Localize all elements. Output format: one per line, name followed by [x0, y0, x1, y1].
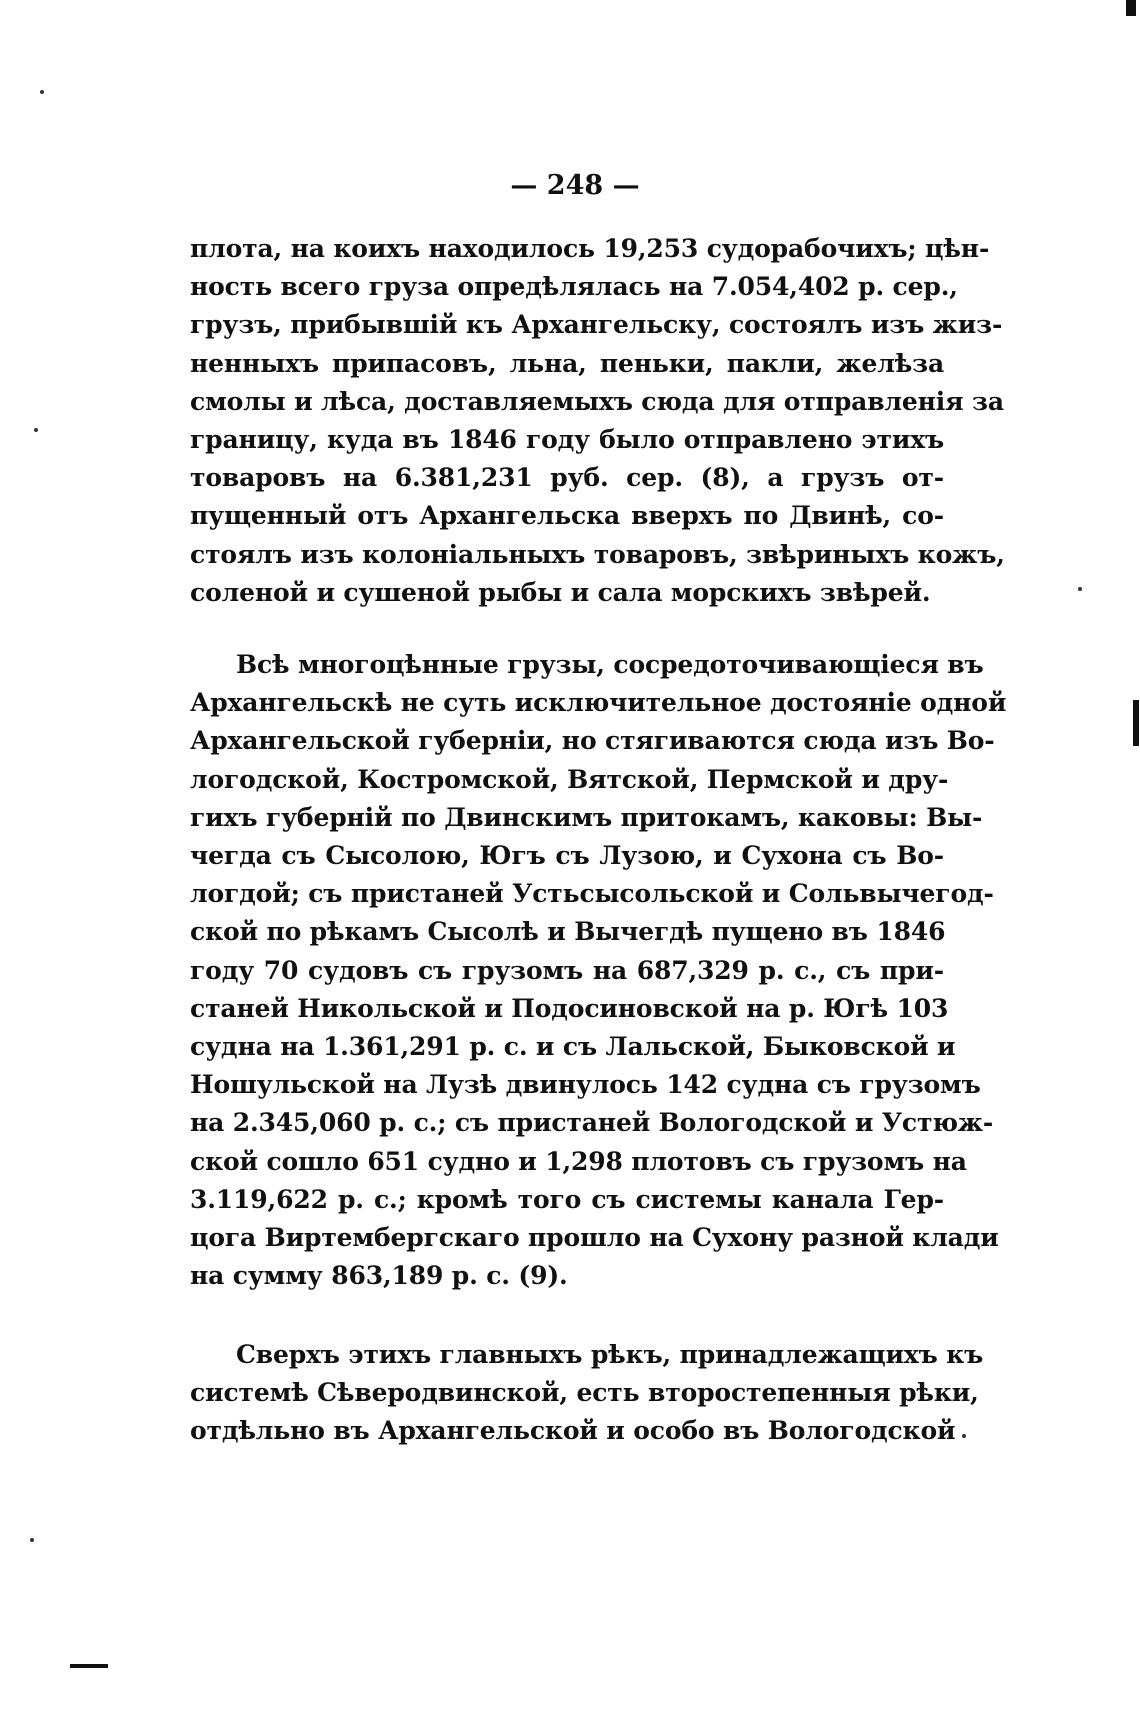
text-line: на 2.345,060 р. с.; съ пристаней Вологодской и Устюж-: [190, 1108, 994, 1138]
text-line: смолы и лѣса, доставляемыхъ сюда для отправленія за: [190, 386, 1004, 416]
text-line: чегда съ Сысолою, Югъ съ Лузою, и Сухона съ Во-: [190, 841, 944, 871]
paragraph-secondary-rivers: [190, 1336, 984, 1451]
text-line: станей Никольской и Подосиновской на р. Югѣ 103: [190, 993, 949, 1023]
text-line: на сумму 863,189 р. с. (9).: [190, 1261, 568, 1291]
text-line: 3.119,622 р. с.; кромѣ того съ системы канала Гер-: [190, 1184, 944, 1214]
text-line: ской по рѣкамъ Сысолѣ и Вычегдѣ пущено въ 1846: [190, 917, 946, 947]
text-line: Всѣ многоцѣнные грузы, сосредоточивающіеся въ: [236, 650, 984, 679]
text-line: судна на 1.361,291 р. с. и съ Лальской, Быковской и: [190, 1032, 956, 1062]
text-line: Архангельской губерніи, но стягиваются сюда изъ Во-: [190, 726, 995, 756]
scan-speck: [30, 1538, 34, 1542]
text-line: товаровъ на 6.381,231 руб. сер. (8), а грузъ от-: [190, 463, 944, 493]
scan-speck: [1078, 587, 1082, 591]
text-line: Сверхъ этихъ главныхъ рѣкъ, принадлежащихъ къ: [236, 1340, 984, 1369]
text-line: логодской, Костромской, Вятской, Пермской и дру-: [190, 764, 949, 794]
text-line: ность всего груза опредѣлялась на 7.054,402 р. сер.,: [190, 272, 958, 302]
text-line: году 70 судовъ съ грузомъ на 687,329 р. с., съ при-: [190, 955, 944, 985]
text-line: Ношульской на Лузѣ двинулось 142 судна съ грузомъ: [190, 1070, 981, 1100]
scan-edge-mark: [1126, 0, 1136, 16]
paragraph-tributary-cargo: [190, 646, 1007, 1295]
text-line: грузъ, прибывшій къ Архангельску, состоялъ изъ жиз-: [190, 310, 1003, 340]
scan-edge-mark: [1133, 700, 1139, 746]
text-line: ненныхъ припасовъ, льна, пеньки, пакли, желѣза: [190, 348, 944, 378]
text-line: гихъ губерній по Двинскимъ притокамъ, каковы: Вы-: [190, 802, 983, 832]
scan-speck: [40, 90, 44, 94]
text-line: Архангельскѣ не суть исключительное достояніе одной: [190, 688, 1007, 718]
scan-dash-mark: [70, 1664, 108, 1668]
text-line: стоялъ изъ колоніальныхъ товаровъ, звѣриныхъ кожъ,: [190, 539, 1005, 569]
text-line: соленой и сушеной рыбы и сала морскихъ звѣрей.: [190, 577, 931, 607]
text-line: цога Виртембергскаго прошло на Сухону разной клади: [190, 1223, 999, 1253]
text-line: пущенный отъ Архангельска вверхъ по Двинѣ, со-: [190, 501, 944, 531]
text-line: плота, на коихъ находилось 19,253 судорабочихъ; цѣн-: [190, 234, 990, 263]
text-line: логдой; съ пристаней Устьсысольской и Сольвычегод-: [190, 879, 994, 909]
text-line: системѣ Сѣверодвинской, есть второстепенныя рѣки,: [190, 1378, 979, 1408]
paragraph-river-freight: [190, 230, 1005, 612]
scan-speck: [34, 428, 38, 432]
text-line: отдѣльно въ Архангельской и особо въ Вологодской: [190, 1416, 956, 1446]
page-number: — 248 —: [510, 170, 640, 201]
text-line: границу, куда въ 1846 году было отправлено этихъ: [190, 425, 944, 455]
text-line: ской сошло 651 судно и 1,298 плотовъ съ грузомъ на: [190, 1146, 967, 1176]
scan-speck: [962, 1434, 966, 1438]
